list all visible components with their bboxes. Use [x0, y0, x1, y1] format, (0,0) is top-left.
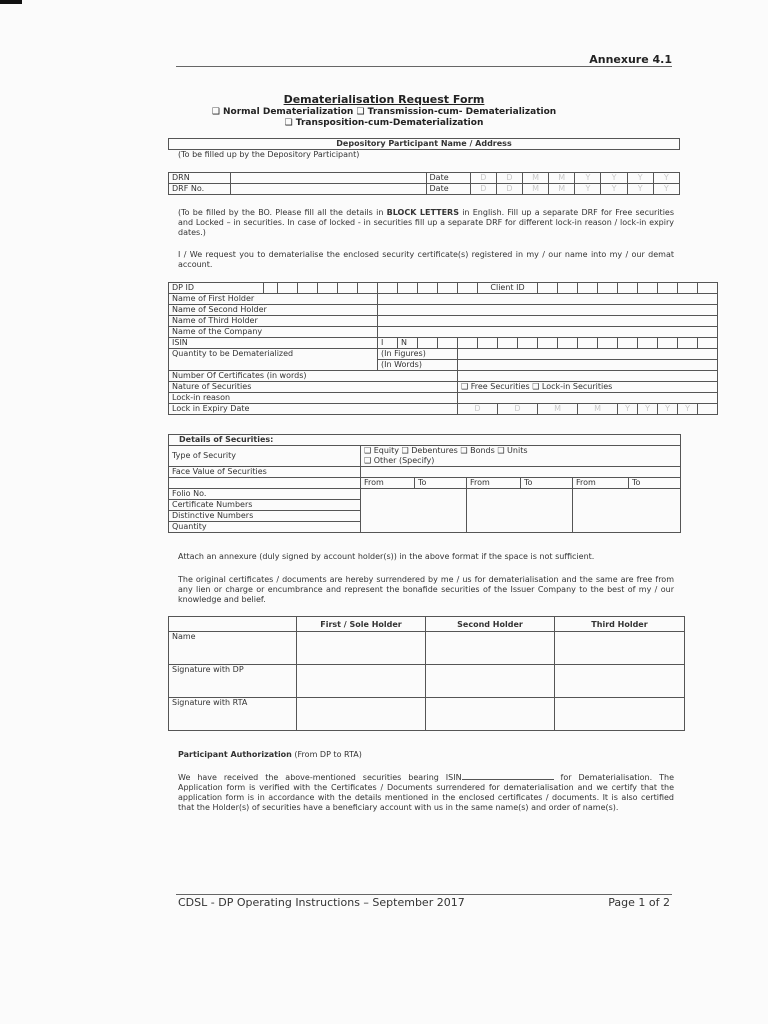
- drf-field[interactable]: [231, 184, 426, 195]
- from-to-spacer: [169, 478, 361, 489]
- second-holder-name-cell[interactable]: [426, 632, 555, 665]
- to-label: To: [521, 478, 573, 489]
- first-holder-name-cell[interactable]: [297, 632, 426, 665]
- securities-entry-block-3[interactable]: [573, 489, 681, 533]
- drn-drf-table: [168, 172, 680, 195]
- dp-id-box[interactable]: [264, 283, 278, 294]
- isin-blank[interactable]: [462, 771, 554, 780]
- signature-corner: [169, 617, 297, 632]
- isin-box[interactable]: [558, 338, 578, 349]
- drn-label: DRN: [169, 173, 231, 184]
- security-type-options-line1[interactable]: ❑ Equity ❑ Debentures ❑ Bonds ❑ Units: [364, 446, 528, 455]
- date-cell[interactable]: Y: [601, 173, 627, 184]
- annexure-label: Annexure 4.1: [589, 53, 672, 66]
- dp-id-box[interactable]: [438, 283, 458, 294]
- date-cell[interactable]: D: [470, 173, 496, 184]
- block-letters-emphasis: BLOCK LETTERS: [386, 208, 459, 217]
- isin-box[interactable]: [658, 338, 678, 349]
- securities-entry-block-1[interactable]: [361, 489, 467, 533]
- first-sole-holder-header: First / Sole Holder: [297, 617, 426, 632]
- isin-box[interactable]: [438, 338, 458, 349]
- first-holder-dp-signature[interactable]: [297, 665, 426, 698]
- security-type-options-line2[interactable]: ❑ Other (Specify): [364, 456, 435, 465]
- company-label: Name of the Company: [169, 327, 378, 338]
- from-label: From: [361, 478, 415, 489]
- securities-section-header: Details of Securities:: [169, 435, 681, 446]
- lockin-expiry-label: Lock in Expiry Date: [169, 404, 458, 415]
- quantity-label: Quantity to be Dematerialized: [169, 349, 378, 371]
- num-certificates-row: [169, 371, 718, 382]
- lockin-reason-row: [169, 393, 718, 404]
- dp-fill-note: (To be filled up by the Depository Participant): [178, 150, 360, 159]
- isin-box[interactable]: [578, 338, 598, 349]
- date-cell[interactable]: Y: [653, 184, 679, 195]
- date-cell[interactable]: Y: [601, 184, 627, 195]
- drf-label: DRF No.: [169, 184, 231, 195]
- quantity-figures-field[interactable]: [458, 349, 718, 360]
- face-value-row: [169, 467, 681, 478]
- quantity-words-field[interactable]: [458, 360, 718, 371]
- client-id-box[interactable]: [558, 283, 578, 294]
- dp-id-box[interactable]: [398, 283, 418, 294]
- isin-box[interactable]: [598, 338, 618, 349]
- first-holder-label: Name of First Holder: [169, 294, 378, 305]
- in-words-label: (In Words): [378, 360, 458, 371]
- first-holder-field[interactable]: [378, 294, 718, 305]
- expiry-date-cell[interactable]: Y: [618, 404, 638, 415]
- name-row-label: Name: [169, 632, 297, 665]
- security-type-options[interactable]: [361, 446, 681, 467]
- second-holder-rta-signature[interactable]: [426, 698, 555, 731]
- date-label: Date: [426, 173, 470, 184]
- isin-box[interactable]: [678, 338, 698, 349]
- dp-id-box[interactable]: [298, 283, 318, 294]
- securities-quantity-label: Quantity: [169, 522, 361, 533]
- header-rule: [176, 66, 672, 67]
- isin-prefix-n: N: [398, 338, 418, 349]
- from-label: From: [573, 478, 629, 489]
- expiry-date-cell[interactable]: D: [498, 404, 538, 415]
- lockin-reason-field[interactable]: [458, 393, 718, 404]
- nature-label: Nature of Securities: [169, 382, 458, 393]
- signature-rta-label: Signature with RTA: [169, 698, 297, 731]
- dematerialise-request-statement: I / We request you to dematerialise the enclosed security certificate(s) registered in my / our name into my / our demat account.: [178, 250, 674, 269]
- signature-table: [168, 616, 685, 731]
- drn-field[interactable]: [231, 173, 426, 184]
- num-certificates-field[interactable]: [458, 371, 718, 382]
- scan-corner-mark: [0, 0, 22, 4]
- certificate-numbers-label: Certificate Numbers: [169, 500, 361, 511]
- third-holder-name-cell[interactable]: [555, 632, 685, 665]
- isin-box[interactable]: [698, 338, 718, 349]
- nature-row: [169, 382, 718, 393]
- annexure-note: Attach an annexure (duly signed by account holder(s)) in the above format if the space is not sufficient.: [178, 552, 595, 561]
- date-cell[interactable]: Y: [575, 184, 601, 195]
- second-holder-dp-signature[interactable]: [426, 665, 555, 698]
- isin-box[interactable]: [618, 338, 638, 349]
- expiry-date-cell[interactable]: Y: [638, 404, 658, 415]
- date-cell[interactable]: Y: [653, 173, 679, 184]
- second-holder-header: Second Holder: [426, 617, 555, 632]
- footer-rule: [176, 894, 672, 895]
- signature-name-row: [169, 632, 685, 665]
- third-holder-rta-signature[interactable]: [555, 698, 685, 731]
- authorization-subtitle: (From DP to RTA): [291, 750, 362, 759]
- footer-title: CDSL - DP Operating Instructions – September 2017: [178, 896, 465, 909]
- num-certificates-label: Number Of Certificates (in words): [169, 371, 458, 382]
- isin-box[interactable]: [538, 338, 558, 349]
- form-title: Dematerialisation Request Form: [283, 93, 485, 106]
- dp-id-box[interactable]: [358, 283, 378, 294]
- securities-entry-block-2[interactable]: [467, 489, 573, 533]
- client-id-label: Client ID: [478, 283, 538, 294]
- in-figures-label: (In Figures): [378, 349, 458, 360]
- company-row: [169, 327, 718, 338]
- from-label: From: [467, 478, 521, 489]
- date-cell[interactable]: Y: [627, 184, 653, 195]
- dp-name-address-box: [168, 138, 680, 150]
- third-holder-label: Name of Third Holder: [169, 316, 378, 327]
- first-holder-row: [169, 294, 718, 305]
- to-label: To: [415, 478, 467, 489]
- from-to-header-row: [169, 478, 681, 489]
- isin-label: ISIN: [169, 338, 378, 349]
- lockin-reason-label: Lock-in reason: [169, 393, 458, 404]
- expiry-date-cell[interactable]: [698, 404, 718, 415]
- client-id-box[interactable]: [698, 283, 718, 294]
- isin-prefix-i: I: [378, 338, 398, 349]
- drf-row: [169, 184, 680, 195]
- instructions-text: in English. Fill up a separate DRF for Free securities and Locked – in securities. In case of locked - in securities fill up a separate DRF for different lock-in reason / lock-in expiry dates.): [178, 208, 675, 237]
- authorization-text: We have received the above-mentioned securities bearing ISIN: [178, 773, 462, 782]
- folio-label: Folio No.: [169, 489, 361, 500]
- dp-id-box[interactable]: [278, 283, 298, 294]
- date-cell[interactable]: M: [549, 173, 575, 184]
- dp-id-box[interactable]: [338, 283, 358, 294]
- participant-authorization-heading: [178, 750, 362, 759]
- folio-row: [169, 489, 681, 500]
- expiry-date-cell[interactable]: M: [578, 404, 618, 415]
- security-type-label: Type of Security: [169, 446, 361, 467]
- security-type-row: [169, 446, 681, 467]
- dp-id-box[interactable]: [318, 283, 338, 294]
- isin-box[interactable]: [418, 338, 438, 349]
- expiry-date-cell[interactable]: Y: [658, 404, 678, 415]
- surrender-declaration: The original certificates / documents are hereby surrendered by me / us for dematerialisation and the same are free from any lien or charge or encumbrance and represent the bonafide securities of the Issuer Company to the best of my / our knowledge and belief.: [178, 575, 674, 604]
- client-id-box[interactable]: [598, 283, 618, 294]
- second-holder-field[interactable]: [378, 305, 718, 316]
- securities-details-table: [168, 434, 681, 533]
- dp-id-label: DP ID: [169, 283, 264, 294]
- lockin-expiry-row: [169, 404, 718, 415]
- distinctive-numbers-label: Distinctive Numbers: [169, 511, 361, 522]
- signature-header-row: [169, 617, 685, 632]
- authorization-text: for Dematerialisation. The Application form is verified with the Certificates / Documents surrendered for dematerialisation and we certify that the application form is in accordance with the details mentioned in the enclosed certificates / documents. It is also certified that the Holder(s) of securities have a beneficiary account with us in the same name(s) and order of name(s).: [178, 773, 675, 812]
- bo-instructions: [178, 208, 674, 238]
- date-cell[interactable]: M: [549, 184, 575, 195]
- signature-dp-label: Signature with DP: [169, 665, 297, 698]
- second-holder-row: [169, 305, 718, 316]
- client-id-box[interactable]: [638, 283, 658, 294]
- date-cell[interactable]: D: [496, 184, 522, 195]
- first-holder-rta-signature[interactable]: [297, 698, 426, 731]
- dematerialization-type-options[interactable]: ❑ Normal Dematerialization ❑ Transmission-cum- Dematerialization: [211, 107, 557, 117]
- dp-id-box[interactable]: [458, 283, 478, 294]
- third-holder-row: [169, 316, 718, 327]
- date-cell[interactable]: Y: [627, 173, 653, 184]
- client-id-box[interactable]: [678, 283, 698, 294]
- authorization-title: Participant Authorization: [178, 750, 292, 759]
- dp-id-box[interactable]: [378, 283, 398, 294]
- signature-dp-row: [169, 665, 685, 698]
- dp-id-box[interactable]: [418, 283, 438, 294]
- securities-header-row: [169, 435, 681, 446]
- isin-box[interactable]: [498, 338, 518, 349]
- expiry-date-cell[interactable]: M: [538, 404, 578, 415]
- company-field[interactable]: [378, 327, 718, 338]
- third-holder-field[interactable]: [378, 316, 718, 327]
- isin-row: [169, 338, 718, 349]
- date-cell[interactable]: D: [470, 184, 496, 195]
- page-number: Page 1 of 2: [608, 896, 670, 909]
- isin-box[interactable]: [478, 338, 498, 349]
- client-id-box[interactable]: [538, 283, 558, 294]
- third-holder-header: Third Holder: [555, 617, 685, 632]
- date-cell[interactable]: M: [523, 173, 549, 184]
- date-label: Date: [426, 184, 470, 195]
- instructions-text: (To be filled by the BO. Please fill all the details in: [178, 208, 387, 217]
- client-id-box[interactable]: [578, 283, 598, 294]
- isin-box[interactable]: [638, 338, 658, 349]
- dp-section-header: Depository Participant Name / Address: [169, 139, 680, 150]
- transposition-option[interactable]: ❑ Transposition-cum-Dematerialization: [284, 118, 484, 128]
- face-value-label: Face Value of Securities: [169, 467, 361, 478]
- quantity-figures-row: [169, 349, 718, 360]
- date-cell[interactable]: D: [496, 173, 522, 184]
- third-holder-dp-signature[interactable]: [555, 665, 685, 698]
- holder-details-table: [168, 282, 718, 415]
- isin-box[interactable]: [518, 338, 538, 349]
- drn-row: [169, 173, 680, 184]
- expiry-date-cell[interactable]: Y: [678, 404, 698, 415]
- to-label: To: [629, 478, 681, 489]
- isin-box[interactable]: [458, 338, 478, 349]
- authorization-statement: [178, 771, 674, 813]
- signature-rta-row: [169, 698, 685, 731]
- dp-client-id-row: [169, 283, 718, 294]
- date-cell[interactable]: M: [523, 184, 549, 195]
- date-cell[interactable]: Y: [575, 173, 601, 184]
- client-id-box[interactable]: [658, 283, 678, 294]
- nature-checkboxes[interactable]: ❑ Free Securities ❑ Lock-in Securities: [458, 382, 718, 393]
- expiry-date-cell[interactable]: D: [458, 404, 498, 415]
- client-id-box[interactable]: [618, 283, 638, 294]
- second-holder-label: Name of Second Holder: [169, 305, 378, 316]
- face-value-field[interactable]: [361, 467, 681, 478]
